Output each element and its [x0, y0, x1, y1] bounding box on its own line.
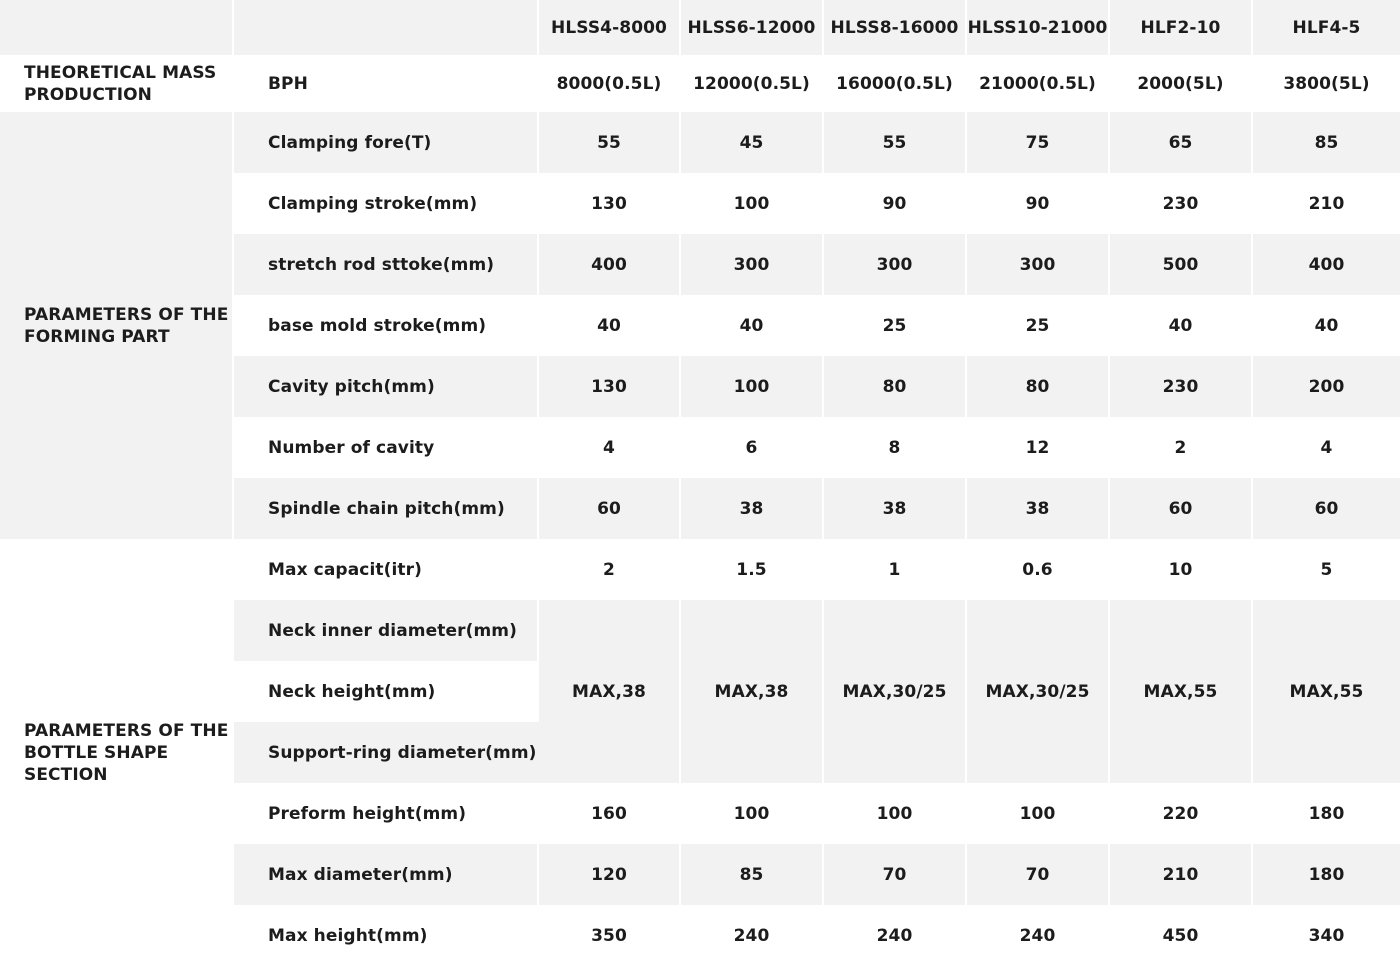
table-cell: 2	[1110, 417, 1253, 478]
table-cell: 70	[824, 844, 967, 905]
table-row	[0, 539, 1400, 600]
merged-cell: MAX,55	[1253, 600, 1400, 783]
merged-cell: MAX,55	[1110, 600, 1253, 783]
table-cell: 38	[681, 478, 824, 539]
table-cell: 40	[539, 295, 681, 356]
table-cell: 45	[681, 112, 824, 173]
row-label: Support-ring diameter(mm)	[234, 722, 539, 783]
table-cell: 65	[1110, 112, 1253, 173]
table-cell: 38	[967, 478, 1110, 539]
table-cell: 340	[1253, 905, 1400, 966]
table-row	[0, 112, 1400, 173]
table-cell: 1	[824, 539, 967, 600]
table-cell: 450	[1110, 905, 1253, 966]
table-cell: 230	[1110, 173, 1253, 234]
table-cell: 240	[681, 905, 824, 966]
table-cell: 500	[1110, 234, 1253, 295]
table-cell: 25	[967, 295, 1110, 356]
section-label-mass: THEORETICAL MASS PRODUCTION	[0, 55, 234, 112]
section-label-bottle: PARAMETERS OF THE BOTTLE SHAPE SECTION	[0, 539, 234, 966]
table-cell: 100	[681, 173, 824, 234]
table-cell: 100	[967, 783, 1110, 844]
table-cell: 12	[967, 417, 1110, 478]
table-cell: 40	[681, 295, 824, 356]
table-cell: 0.6	[967, 539, 1110, 600]
table-cell: 40	[1110, 295, 1253, 356]
table-cell: 180	[1253, 844, 1400, 905]
table-cell: 10	[1110, 539, 1253, 600]
header-model: HLF2-10	[1110, 0, 1253, 55]
row-label: Clamping stroke(mm)	[234, 173, 539, 234]
row-label: Max capacit(itr)	[234, 539, 539, 600]
row-label: Cavity pitch(mm)	[234, 356, 539, 417]
row-label: Neck height(mm)	[234, 661, 539, 722]
merged-cell: MAX,30/25	[967, 600, 1110, 783]
table-cell: 160	[539, 783, 681, 844]
table-cell: 80	[967, 356, 1110, 417]
table-cell: 85	[681, 844, 824, 905]
header-model: HLSS10-21000	[967, 0, 1110, 55]
table-cell: 210	[1253, 173, 1400, 234]
table-cell: 2	[539, 539, 681, 600]
table-cell: 100	[681, 783, 824, 844]
row-label: Neck inner diameter(mm)	[234, 600, 539, 661]
table-cell: 300	[967, 234, 1110, 295]
table-cell: 75	[967, 112, 1110, 173]
table-cell: 240	[824, 905, 967, 966]
table-cell: 55	[824, 112, 967, 173]
header-empty-label	[234, 0, 539, 55]
table-cell: 100	[824, 783, 967, 844]
section-label-forming: PARAMETERS OF THE FORMING PART	[0, 112, 234, 539]
table-cell: 60	[1253, 478, 1400, 539]
table-cell: 230	[1110, 356, 1253, 417]
table-cell: 60	[539, 478, 681, 539]
merged-cell: MAX,30/25	[824, 600, 967, 783]
row-label: Spindle chain pitch(mm)	[234, 478, 539, 539]
table-cell: 4	[539, 417, 681, 478]
table-cell: 6	[681, 417, 824, 478]
table-cell: 38	[824, 478, 967, 539]
row-label: Max height(mm)	[234, 905, 539, 966]
table-cell: 100	[681, 356, 824, 417]
table-cell: 120	[539, 844, 681, 905]
table-cell: 240	[967, 905, 1110, 966]
table-cell: 200	[1253, 356, 1400, 417]
row-label: Number of cavity	[234, 417, 539, 478]
table-cell: 70	[967, 844, 1110, 905]
table-cell: 60	[1110, 478, 1253, 539]
table-cell: 220	[1110, 783, 1253, 844]
table-cell: 2000(5L)	[1110, 55, 1253, 112]
table-cell: 3800(5L)	[1253, 55, 1400, 112]
header-model: HLSS6-12000	[681, 0, 824, 55]
table-cell: 40	[1253, 295, 1400, 356]
table-cell: 85	[1253, 112, 1400, 173]
table-cell: 300	[681, 234, 824, 295]
table-cell: 8000(0.5L)	[539, 55, 681, 112]
header-empty-section	[0, 0, 234, 55]
row-label: BPH	[234, 55, 539, 112]
table-cell: 16000(0.5L)	[824, 55, 967, 112]
table-cell: 12000(0.5L)	[681, 55, 824, 112]
row-label: base mold stroke(mm)	[234, 295, 539, 356]
row-label: Max diameter(mm)	[234, 844, 539, 905]
table-cell: 1.5	[681, 539, 824, 600]
table-cell: 5	[1253, 539, 1400, 600]
table-cell: 25	[824, 295, 967, 356]
table-cell: 130	[539, 173, 681, 234]
table-cell: 90	[824, 173, 967, 234]
merged-cell: MAX,38	[539, 600, 681, 783]
header-model: HLSS8-16000	[824, 0, 967, 55]
table-cell: 55	[539, 112, 681, 173]
merged-cell: MAX,38	[681, 600, 824, 783]
table-cell: 400	[1253, 234, 1400, 295]
table-cell: 210	[1110, 844, 1253, 905]
table-cell: 21000(0.5L)	[967, 55, 1110, 112]
header-model: HLF4-5	[1253, 0, 1400, 55]
table-cell: 350	[539, 905, 681, 966]
table-row	[0, 55, 1400, 112]
table-cell: 90	[967, 173, 1110, 234]
row-label: Preform height(mm)	[234, 783, 539, 844]
table-cell: 400	[539, 234, 681, 295]
row-label: stretch rod sttoke(mm)	[234, 234, 539, 295]
table-cell: 4	[1253, 417, 1400, 478]
table-cell: 180	[1253, 783, 1400, 844]
table-cell: 80	[824, 356, 967, 417]
table-cell: 130	[539, 356, 681, 417]
header-row	[0, 0, 1400, 55]
table-cell: 300	[824, 234, 967, 295]
table-cell: 8	[824, 417, 967, 478]
header-model: HLSS4-8000	[539, 0, 681, 55]
row-label: Clamping fore(T)	[234, 112, 539, 173]
